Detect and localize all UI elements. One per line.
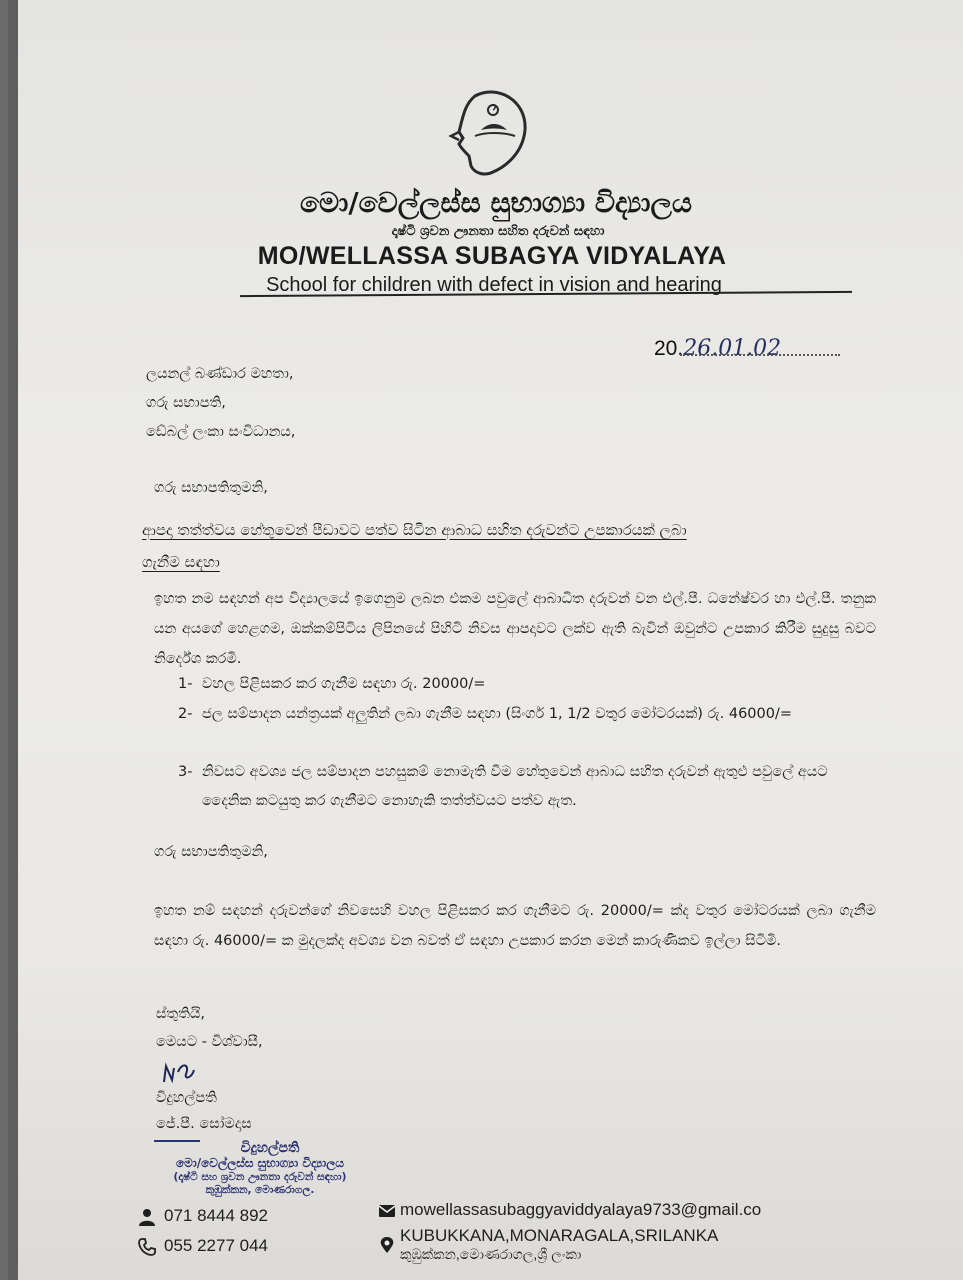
stamp-school-name: මො/වෙල්ලස්ස සුභාග්‍යා විද්‍යාලය	[175, 1156, 345, 1170]
date-prefix: 20.	[654, 337, 684, 360]
list-item-number: 2-	[178, 706, 193, 722]
date-dotted-line	[680, 354, 840, 356]
addressee-block	[146, 360, 295, 447]
email-address: mowellassasubaggyaviddyalaya9733@gmail.co	[400, 1200, 762, 1219]
location-pin-icon	[378, 1236, 396, 1254]
page-edge-shadow	[8, 0, 18, 1280]
mobile-number: 071 8444 892	[164, 1206, 268, 1225]
addressee-organization: ඩේබල් ලංකා සංවිධානය,	[146, 424, 296, 440]
landline-number: 055 2277 044	[164, 1236, 268, 1255]
school-subtitle-english: School for children with defect in vision and hearing	[266, 274, 722, 296]
school-subtitle-sinhala: දෘෂ්ටි ශ්‍රවන ඌනතා සහිත දරුවන් සඳහා	[391, 224, 605, 239]
address-sinhala: කුඹුක්කන,මොණරාගල,ශ්‍රී ලංකා	[400, 1246, 582, 1262]
body-paragraph-1: ඉහත නම සඳහන් අප විද්‍යාලයේ ඉගෙනුම ලබන එකම පවුලේ ආබාධිත දරුවන් වන එල්.පී. ධනේෂ්වර හා එල්.පී. තනුක යන අයගේ හෙළගම, ඔක්කම්පිටිය ලිපිනයේ පිහිටි නිවස ආපදාවට ලක්ව ඇති බැවින් ඔවුන්ට උපකාර කිරීම සුදුසු බවට නිර්දේශ කරමි.	[154, 591, 876, 667]
addressee-name: ලයනල් බණ්ඩාර මහතා,	[146, 366, 294, 382]
handwritten-signature	[160, 1058, 220, 1088]
school-name-sinhala: මො/වෙල්ලස්ස සුභාග්‍යා විද්‍යාලය	[299, 186, 693, 219]
subject-line-2: ගැනීම සඳහා	[142, 553, 220, 571]
letter-date	[654, 336, 781, 361]
closing-thanks: ස්තුතියි,	[156, 1006, 206, 1022]
list-item-number: 3-	[178, 764, 193, 780]
list-item-number: 1-	[178, 676, 193, 692]
email-icon	[378, 1202, 396, 1220]
stamp-address: කුඹුක්කන, මොණරාගල.	[205, 1184, 315, 1196]
list-item-text: වහල පිළිසකර කර ගැනීම සඳහා රු. 20000/=	[202, 676, 486, 692]
date-handwritten: 26.01.02	[683, 336, 782, 361]
signatory-name: ජේ.පී. සෝමදාස	[156, 1116, 252, 1132]
list-item	[178, 700, 878, 729]
official-stamp	[140, 1140, 380, 1197]
letter-subject	[142, 514, 842, 578]
person-icon	[138, 1208, 156, 1226]
signatory-title: විදුහල්පති	[156, 1090, 217, 1106]
subject-line-1: ආපදා තත්ත්වය හේතුවෙන් පීඩාවට පත්ව සිටින ආබාධ සහිත දරුවන්ට උපකාරයක් ලබා	[142, 521, 687, 539]
closing-faithfully: මෙයට - විශ්වාසී,	[156, 1034, 263, 1050]
list-item	[178, 758, 878, 816]
salutation: ගරු සභාපතිතුමනි,	[154, 480, 268, 496]
list-item	[178, 670, 878, 699]
salutation-2: ගරු සභාපතිතුමනි,	[154, 844, 268, 860]
addressee-title: ගරු සභාපති,	[146, 395, 226, 411]
body-paragraph-2: ඉහත නම් සඳහන් දරුවන්ගේ නිවසෙහි වහල පිළිසකර කර ගැනීමට රු. 20000/= ක්ද වතුර මෝටරයක් ලබා ගැනීම සඳහා රු. 46000/= ක මුදලක්ද අවශ්‍ය වන බවත් ඒ සඳහා උපකාර කරන මෙන් කාරුණිකව ඉල්ලා සිටිමි.	[154, 903, 876, 949]
stamp-subtitle: (දෘෂ්ටි සහ ශ්‍රවන ඌනතා දරුවන් සඳහා)	[173, 1171, 347, 1183]
phone-icon	[138, 1238, 156, 1256]
list-item-text: නිවසට අවශ්‍ය ජල සම්පාදන පහසුකම් නොමැති වීම හේතුවෙන් ආබාධ සහිත දරුවන් ඇතුළු පවුලේ අයට දෛනික කටයුතු කර ගැනීමට නොහැකි තත්ත්වයට පත්ව ඇත.	[202, 764, 828, 809]
letter-page	[8, 0, 963, 1280]
school-logo	[445, 86, 529, 178]
stamp-title: විදුහල්පති	[240, 1140, 300, 1156]
address-english: KUBUKKANA,MONARAGALA,SRILANKA	[400, 1226, 719, 1245]
school-name-english: MO/WELLASSA SUBAGYA VIDYALAYA	[257, 242, 727, 270]
list-item-text: ජල සම්පාදන යන්ත්‍රයක් අලුතින් ලබා ගැනීම සඳහා (සිංගර් 1, 1/2 වතුර මෝටරයක්) රු. 46000/=	[202, 706, 793, 722]
